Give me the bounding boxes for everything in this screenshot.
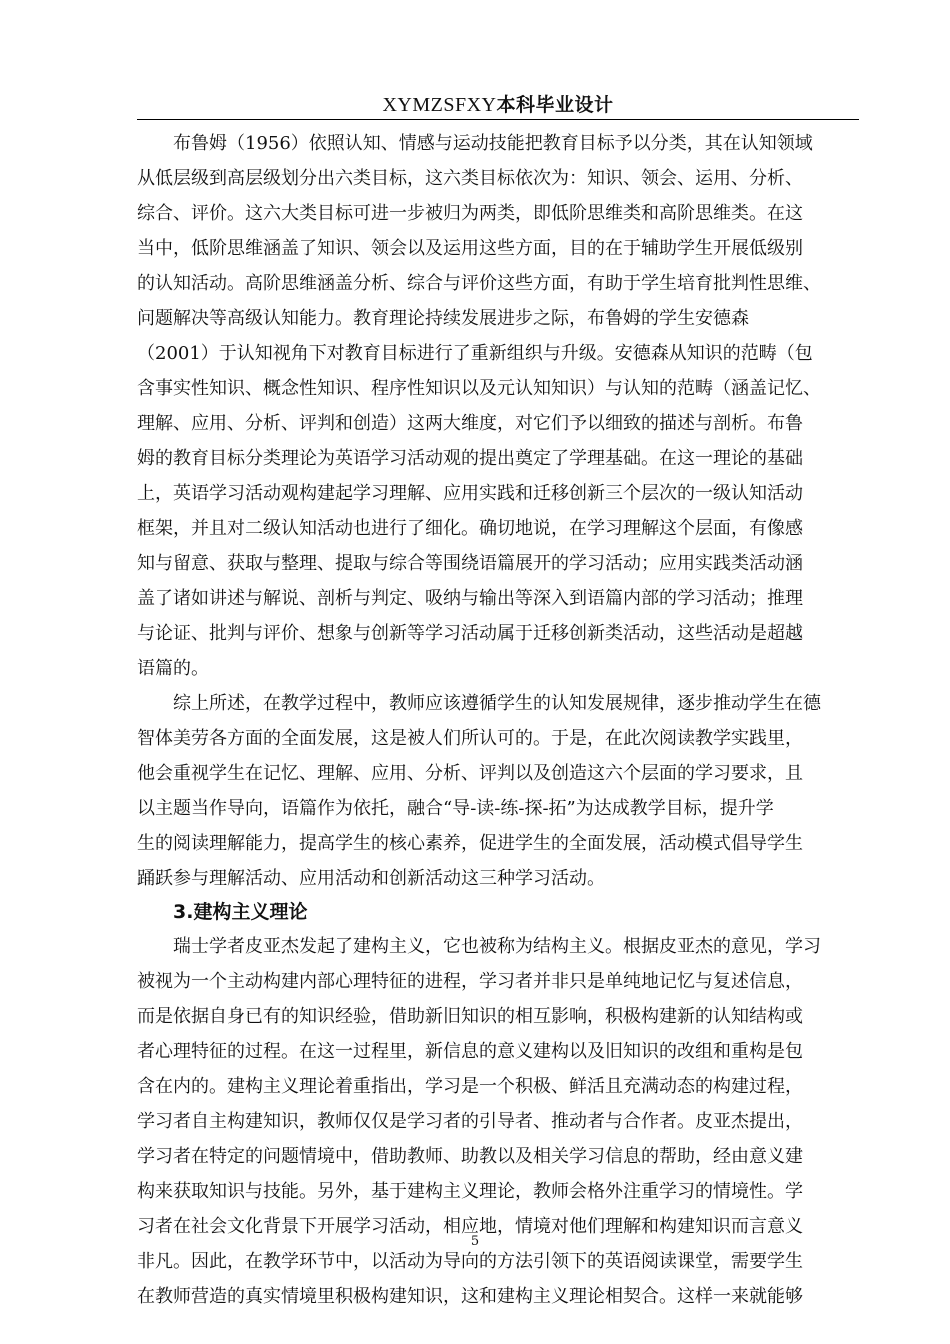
text-line: 当中，低阶思维涵盖了知识、领会以及运用这些方面，目的在于辅助学生开展低级别: [137, 238, 803, 259]
text-line: 上，英语学习活动观构建起学习理解、应用实践和迁移创新三个层次的一级认知活动: [137, 483, 803, 504]
text-line: 含事实性知识、概念性知识、程序性知识以及元认知知识）与认知的范畴（涵盖记忆、: [137, 378, 821, 399]
text-line: 综合、评价。这六大类目标可进一步被归为两类，即低阶思维类和高阶思维类。在这: [137, 203, 803, 224]
text-line: 姆的教育目标分类理论为英语学习活动观的提出奠定了学理基础。在这一理论的基础: [137, 448, 803, 469]
text-line: 而是依据自身已有的知识经验，借助新旧知识的相互影响，积极构建新的认知结构或: [137, 1006, 803, 1027]
page-number: 5: [470, 1234, 480, 1249]
text-line: 以主题当作导向，语篇作为依托，融合“导-读-练-探-拓”为达成教学目标，提升学: [137, 798, 774, 819]
text-line: 在教师营造的真实情境里积极构建知识，这和建构主义理论相契合。这样一来就能够: [137, 1286, 803, 1307]
text-line: 的认知活动。高阶思维涵盖分析、综合与评价这些方面，有助于学生培育批判性思维、: [137, 273, 821, 294]
text-line: 与论证、批判与评价、想象与创新等学习活动属于迁移创新类活动，这些活动是超越: [137, 623, 803, 644]
header-rule: [137, 119, 859, 120]
body-text: [137, 126, 859, 1314]
text-line: 框架，并且对二级认知活动也进行了细化。确切地说，在学习理解这个层面，有像感: [137, 518, 803, 539]
text-line: 他会重视学生在记忆、理解、应用、分析、评判以及创造这六个层面的学习要求，且: [137, 763, 803, 784]
text-line: 含在内的。建构主义理论着重指出，学习是一个积极、鲜活且充满动态的构建过程，: [137, 1076, 803, 1097]
header-code: XYMZSFXY: [382, 94, 497, 116]
text-line: 非凡。因此，在教学环节中，以活动为导向的方法引领下的英语阅读课堂，需要学生: [137, 1251, 803, 1272]
text-line: （2001）于认知视角下对教育目标进行了重新组织与升级。安德森从知识的范畴（包: [137, 343, 813, 364]
text-line: 语篇的。: [137, 658, 209, 679]
text-line: 布鲁姆（1956）依照认知、情感与运动技能把教育目标予以分类，其在认知领域: [173, 133, 813, 154]
text-line: 瑞士学者皮亚杰发起了建构主义，它也被称为结构主义。根据皮亚杰的意见，学习: [173, 936, 821, 957]
page-header: [137, 90, 859, 117]
section-heading: 3.建构主义理论: [173, 901, 308, 923]
text-line: 学习者在特定的问题情境中，借助教师、助教以及相关学习信息的帮助，经由意义建: [137, 1146, 803, 1167]
text-line: 踊跃参与理解活动、应用活动和创新活动这三种学习活动。: [137, 868, 605, 889]
text-line: 综上所述，在教学过程中，教师应该遵循学生的认知发展规律，逐步推动学生在德: [173, 693, 821, 714]
text-line: 理解、应用、分析、评判和创造）这两大维度，对它们予以细致的描述与剖析。布鲁: [137, 413, 803, 434]
text-line: 生的阅读理解能力，提高学生的核心素养，促进学生的全面发展，活动模式倡导学生: [137, 833, 803, 854]
text-line: 智体美劳各方面的全面发展，这是被人们所认可的。于是，在此次阅读教学实践里，: [137, 728, 803, 749]
text-line: 问题解决等高级认知能力。教育理论持续发展进步之际，布鲁姆的学生安德森: [137, 308, 749, 329]
header-subtitle: 本科毕业设计: [496, 94, 614, 116]
text-line: 习者在社会文化背景下开展学习活动，相应地，情境对他们理解和构建知识而言意义: [137, 1216, 803, 1237]
text-line: 从低层级到高层级划分出六类目标，这六类目标依次为：知识、领会、运用、分析、: [137, 168, 803, 189]
text-line: 学习者自主构建知识，教师仅仅是学习者的引导者、推动者与合作者。皮亚杰提出，: [137, 1111, 803, 1132]
text-line: 被视为一个主动构建内部心理特征的进程，学习者并非只是单纯地记忆与复述信息，: [137, 971, 803, 992]
text-line: 盖了诸如讲述与解说、剖析与判定、吸纳与输出等深入到语篇内部的学习活动；推理: [137, 588, 803, 609]
text-line: 者心理特征的过程。在这一过程里，新信息的意义建构以及旧知识的改组和重构是包: [137, 1041, 803, 1062]
text-line: 知与留意、获取与整理、提取与综合等围绕语篇展开的学习活动；应用实践类活动涵: [137, 553, 803, 574]
text-line: 构来获取知识与技能。另外，基于建构主义理论，教师会格外注重学习的情境性。学: [137, 1181, 803, 1202]
